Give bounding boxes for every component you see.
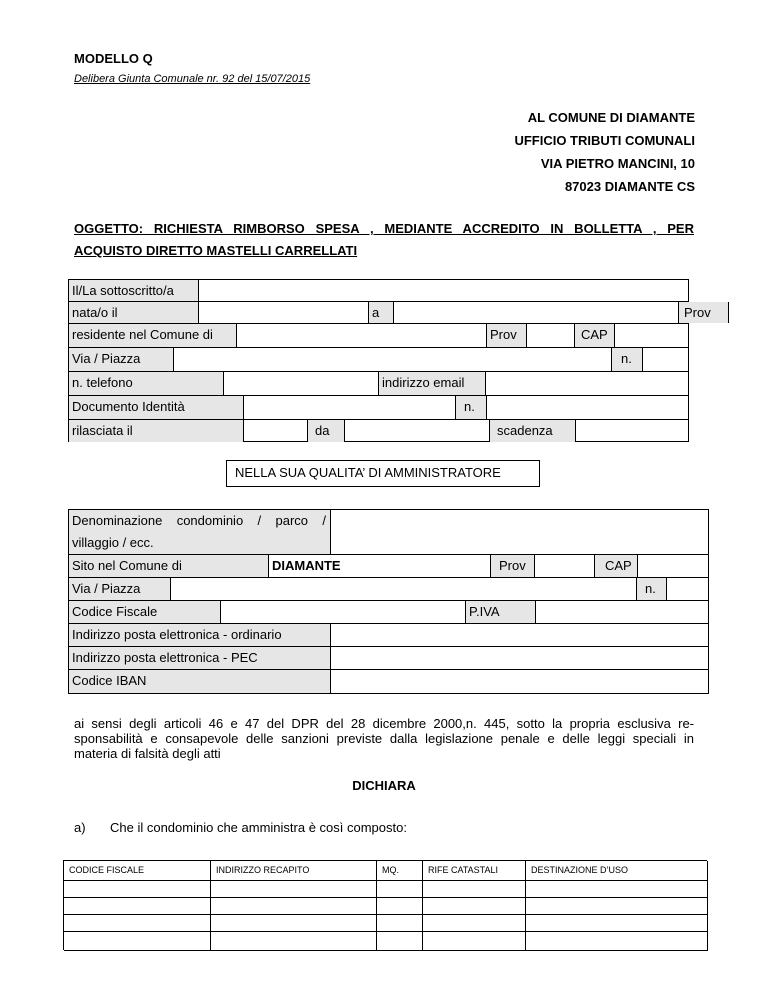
label-a: a — [372, 305, 380, 320]
label-da: da — [315, 423, 330, 438]
label-documento: Documento Identità — [72, 399, 185, 414]
legal-line-1: ai sensi degli articoli 46 e 47 del DPR del 28 dicembre 2000,n. 445, sotto la propria esclusiva re- — [74, 716, 694, 731]
field-prov-residenza[interactable] — [527, 324, 575, 347]
table-header-cell — [64, 861, 211, 881]
label-documento-n: n. — [464, 399, 475, 414]
qualita-box: NELLA SUA QUALITA’ DI AMMINISTRATORE — [226, 460, 540, 487]
field-cf[interactable] — [221, 601, 466, 623]
table-cell[interactable] — [211, 915, 377, 932]
field-via-condominio[interactable] — [171, 578, 637, 600]
label-via-condominio: Via / Piazza — [72, 581, 141, 596]
table-cell[interactable] — [526, 898, 708, 915]
table-cell[interactable] — [377, 915, 423, 932]
label-email-ordinario: Indirizzo posta elettronica - ordinario — [72, 627, 282, 642]
model-title: MODELLO Q — [74, 51, 153, 66]
dichiara-heading: DICHIARA — [352, 778, 416, 793]
table-header-cell — [423, 861, 526, 881]
table-header-cell — [526, 861, 708, 881]
subject-line-1: OGGETTO: RICHIESTA RIMBORSO SPESA , MEDIANTE ACCREDITO IN BOLLETTA , PER — [74, 221, 694, 236]
field-cap[interactable] — [615, 324, 688, 347]
table-header-label: DESTINAZIONE D’USO — [531, 865, 629, 875]
field-cap-condominio[interactable] — [638, 555, 708, 577]
label-denominazione-1: Denominazione condominio / parco / — [72, 513, 326, 528]
field-civico[interactable] — [643, 348, 688, 371]
composition-table — [63, 860, 707, 950]
recipient-line-2: UFFICIO TRIBUTI COMUNALI — [514, 133, 695, 148]
point-a-letter: a) — [74, 820, 86, 835]
field-telefono[interactable] — [224, 372, 379, 395]
table-header-label: CODICE FISCALE — [69, 865, 145, 875]
table-header-cell — [377, 861, 423, 881]
field-comune-residenza[interactable] — [237, 324, 487, 347]
personal-data-table — [68, 279, 711, 442]
table-header-label: RIFE CATASTALI — [428, 865, 499, 875]
table-header-label: INDIRIZZO RECAPITO — [216, 865, 310, 875]
label-cf: Codice Fiscale — [72, 604, 158, 619]
label-cap-condominio: CAP — [605, 558, 632, 573]
label-scadenza: scadenza — [497, 423, 553, 438]
table-cell[interactable] — [526, 915, 708, 932]
field-email-ordinario[interactable] — [331, 624, 708, 646]
field-prov-condominio[interactable] — [535, 555, 595, 577]
label-nato: nata/o il — [72, 305, 118, 320]
label-sottoscritto: Il/La sottoscritto/a — [72, 283, 174, 298]
label-iban: Codice IBAN — [72, 673, 147, 688]
table-cell[interactable] — [377, 898, 423, 915]
table-cell[interactable] — [64, 915, 211, 932]
table-cell[interactable] — [64, 898, 211, 915]
point-a-text: Che il condominio che amministra è così composto: — [110, 820, 407, 835]
field-data-rilascio[interactable] — [244, 420, 308, 442]
table-cell[interactable] — [211, 881, 377, 898]
field-data-nascita[interactable] — [199, 302, 369, 323]
label-telefono: n. telefono — [72, 375, 133, 390]
table-cell[interactable] — [377, 932, 423, 951]
table-header-label: MQ. — [382, 865, 399, 875]
table-cell[interactable] — [64, 932, 211, 951]
table-cell[interactable] — [423, 881, 526, 898]
field-sottoscritto[interactable] — [199, 280, 688, 301]
label-rilasciata: rilasciata il — [72, 423, 133, 438]
label-n: n. — [621, 351, 632, 366]
field-scadenza[interactable] — [576, 420, 688, 442]
table-cell[interactable] — [377, 881, 423, 898]
label-prov: Prov — [684, 305, 711, 320]
field-civico-condominio[interactable] — [667, 578, 708, 600]
table-cell[interactable] — [211, 898, 377, 915]
legal-line-2: sponsabilità e consapevole delle sanzioni previste dalla legislazione penale e delle leggi speciali in — [74, 731, 694, 746]
field-documento-numero[interactable] — [487, 396, 688, 419]
label-piva: P.IVA — [469, 604, 500, 619]
label-pec: Indirizzo posta elettronica - PEC — [72, 650, 258, 665]
field-iban[interactable] — [331, 670, 708, 693]
recipient-line-3: VIA PIETRO MANCINI, 10 — [540, 156, 695, 171]
label-prov-condominio: Prov — [499, 558, 526, 573]
field-via[interactable] — [174, 348, 612, 371]
label-residente: residente nel Comune di — [72, 327, 213, 342]
field-pec[interactable] — [331, 647, 708, 669]
label-denominazione-2: villaggio / ecc. — [72, 535, 154, 550]
table-cell[interactable] — [64, 881, 211, 898]
table-cell[interactable] — [526, 932, 708, 951]
label-n-condominio: n. — [645, 581, 656, 596]
recipient-line-1: AL COMUNE DI DIAMANTE — [527, 110, 695, 125]
recipient-line-4: 87023 DIAMANTE CS — [564, 179, 695, 194]
subject-line-2: ACQUISTO DIRETTO MASTELLI CARRELLATI — [74, 243, 358, 258]
condominio-table — [68, 509, 709, 694]
label-prov-residenza: Prov — [490, 327, 517, 342]
value-comune: DIAMANTE — [272, 558, 341, 573]
field-ente-rilascio[interactable] — [345, 420, 490, 442]
field-denominazione[interactable] — [331, 510, 708, 554]
field-piva[interactable] — [536, 601, 708, 623]
table-cell[interactable] — [423, 898, 526, 915]
label-sito: Sito nel Comune di — [72, 558, 182, 573]
table-cell[interactable] — [526, 881, 708, 898]
delibera-reference: Delibera Giunta Comunale nr. 92 del 15/07/2015 — [74, 73, 311, 85]
field-luogo-nascita[interactable] — [394, 302, 679, 323]
label-email: indirizzo email — [382, 375, 465, 390]
field-documento[interactable] — [244, 396, 456, 419]
label-via: Via / Piazza — [72, 351, 141, 366]
legal-line-3: materia di falsità degli atti — [74, 746, 221, 761]
field-email[interactable] — [486, 372, 688, 395]
table-cell[interactable] — [211, 932, 377, 951]
table-cell[interactable] — [423, 932, 526, 951]
table-cell[interactable] — [423, 915, 526, 932]
label-cap: CAP — [581, 327, 608, 342]
legal-text — [74, 716, 694, 761]
table-header-cell — [211, 861, 377, 881]
